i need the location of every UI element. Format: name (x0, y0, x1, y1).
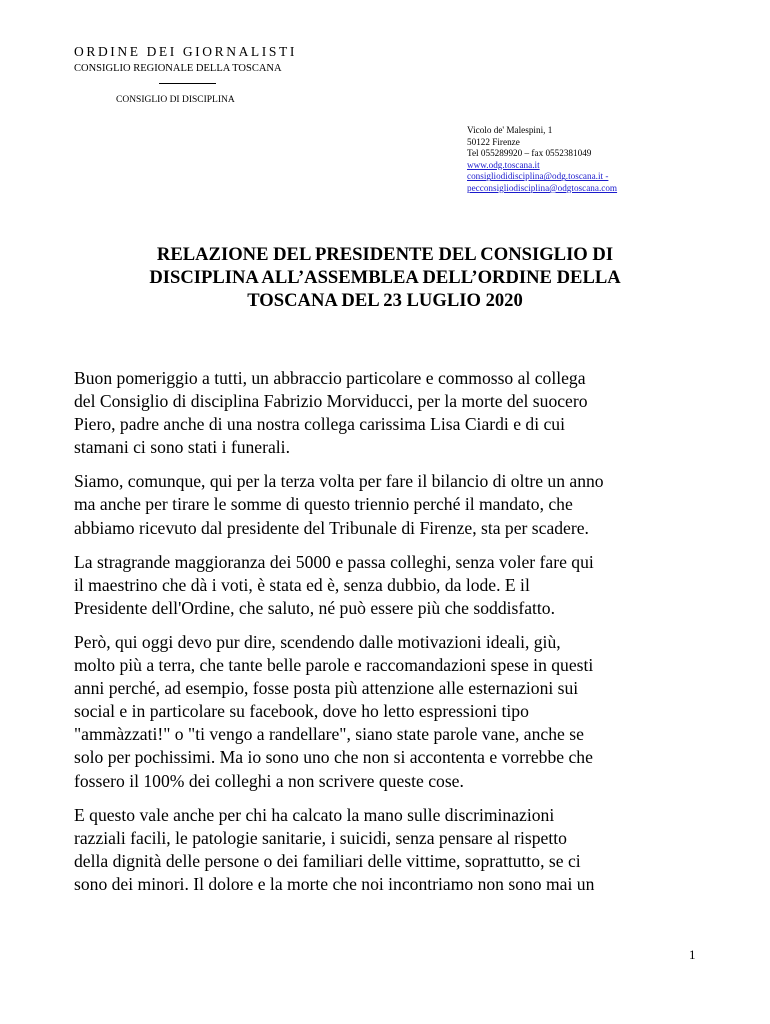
text-line: "ammàzzati!" o "ti vengo a randellare", siano state parole vane, anche se (74, 724, 584, 745)
contact-city: 50122 Firenze (467, 136, 520, 147)
website-link[interactable]: www.odg.toscana.it (467, 159, 540, 170)
council-name: CONSIGLIO DI DISCIPLINA (116, 95, 235, 105)
header-divider (159, 83, 216, 84)
text-line: E questo vale anche per chi ha calcato la mano sulle discriminazioni (74, 804, 555, 825)
text-line: La stragrande maggioranza dei 5000 e passa colleghi, senza voler fare qui (74, 551, 594, 572)
text-line: stamani ci sono stati i funerali. (74, 437, 290, 458)
text-line: Però, qui oggi devo pur dire, scendendo dalle motivazioni ideali, giù, (74, 631, 561, 652)
email-link[interactable]: consigliodidisciplina@odg.toscana.it - (467, 171, 609, 182)
paragraph (74, 804, 700, 896)
contact-address: Vicolo de' Malespini, 1 (467, 125, 553, 135)
text-line: fossero il 100% dei colleghi a non scrivere queste cose. (74, 770, 464, 791)
text-line: social e in particolare su facebook, dove ho letto espressioni tipo (74, 701, 529, 722)
text-line: il maestrino che dà i voti, è stata ed è, senza dubbio, da lode. E il (74, 574, 530, 595)
pec-email-link[interactable]: pecconsigliodisciplina@odgtoscana.com (467, 182, 618, 193)
body-text (74, 367, 700, 907)
contact-phone: Tel 055289920 – fax 0552381049 (467, 148, 592, 159)
paragraph (74, 367, 700, 459)
text-line: Piero, padre anche di una nostra collega carissima Lisa Ciardi e di cui (74, 414, 565, 435)
org-title: ORDINE DEI GIORNALISTI (74, 44, 297, 59)
page-number: 1 (689, 947, 696, 962)
text-line: della dignità delle persone o dei familiari delle vittime, soprattutto, se ci (74, 850, 581, 871)
title-line: DISCIPLINA ALL’ASSEMBLEA DELL’ORDINE DELLA (149, 267, 621, 288)
contact-block (467, 125, 617, 195)
paragraph (74, 551, 700, 620)
title-line: TOSCANA DEL 23 LUGLIO 2020 (247, 290, 523, 311)
paragraph (74, 470, 700, 539)
text-line: Presidente dell'Ordine, che saluto, né può essere più che soddisfatto. (74, 597, 556, 618)
text-line: abbiamo ricevuto dal presidente del Tribunale di Firenze, sta per scadere. (74, 517, 589, 538)
text-line: sono dei minori. Il dolore e la morte che noi incontriamo non sono mai un (74, 873, 595, 894)
title-line: RELAZIONE DEL PRESIDENTE DEL CONSIGLIO DI (156, 244, 614, 265)
org-subtitle: CONSIGLIO REGIONALE DELLA TOSCANA (74, 63, 282, 74)
text-line: molto più a terra, che tante belle parole e raccomandazioni spese in questi (74, 655, 594, 676)
text-line: del Consiglio di disciplina Fabrizio Morviducci, per la morte del suocero (74, 391, 588, 412)
text-line: solo per pochissimi. Ma io sono uno che non si accontenta e vorrebbe che (74, 747, 593, 768)
document-title (90, 243, 680, 312)
text-line: Buon pomeriggio a tutti, un abbraccio particolare e commosso al collega (74, 368, 586, 388)
text-line: razziali facili, le patologie sanitarie, i suicidi, senza pensare al rispetto (74, 827, 567, 848)
text-line: ma anche per tirare le somme di questo triennio perché il mandato, che (74, 494, 573, 515)
text-line: anni perché, ad esempio, fosse posta più attenzione alle esternazioni sui (74, 678, 579, 699)
text-line: Siamo, comunque, qui per la terza volta per fare il bilancio di oltre un anno (74, 471, 604, 492)
paragraph (74, 631, 700, 793)
